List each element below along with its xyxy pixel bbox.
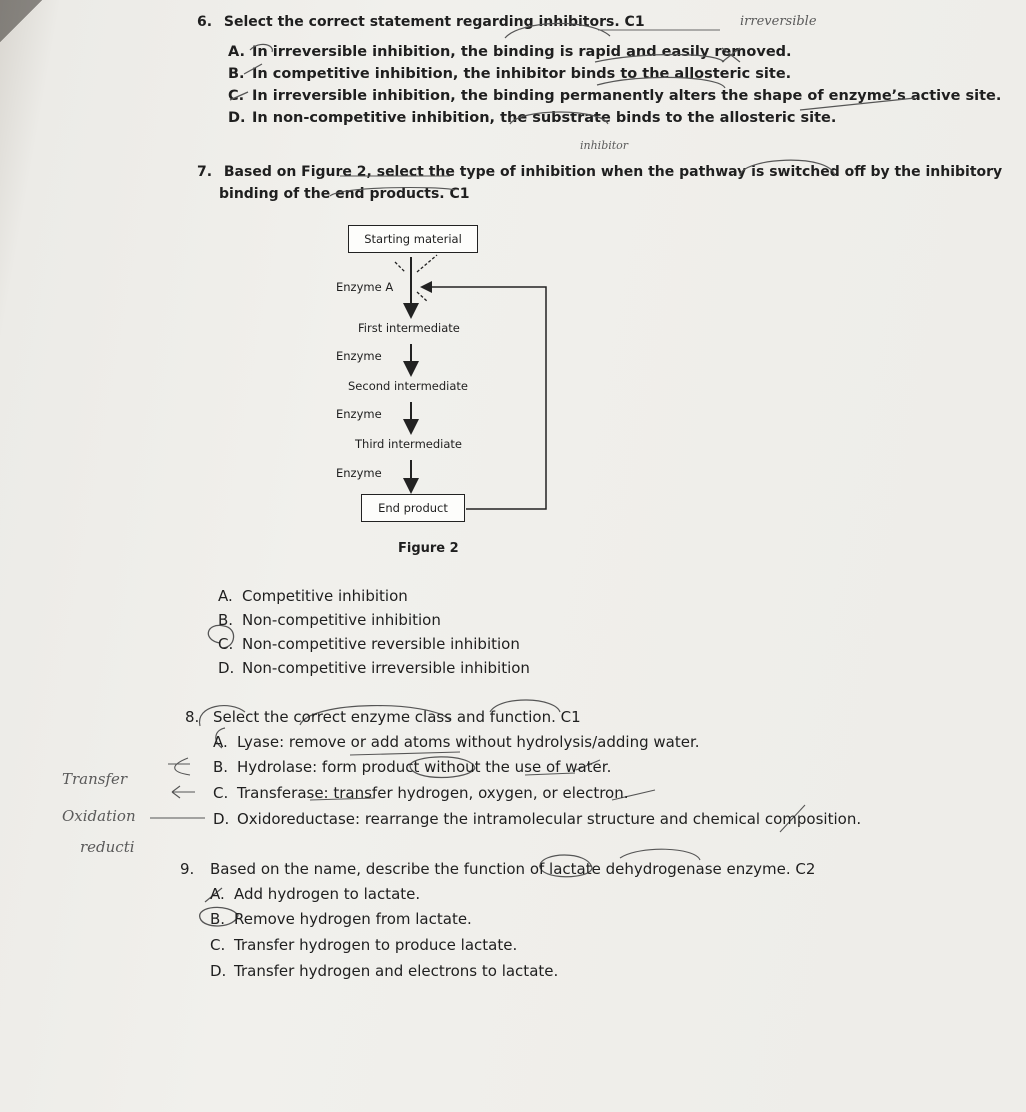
- option-letter: A.: [228, 44, 245, 60]
- option-letter: D.: [210, 962, 227, 980]
- option-letter: C.: [218, 635, 234, 653]
- q9-option-d[interactable]: [210, 959, 558, 984]
- option-text: Remove hydrogen from lactate.: [234, 910, 472, 928]
- option-letter: B.: [213, 758, 229, 776]
- option-text: Transferase: transfer hydrogen, oxygen, or electron.: [237, 784, 629, 802]
- handwritten-note-oxidation: Oxidation: [62, 807, 136, 825]
- q7-option-c[interactable]: [218, 632, 520, 657]
- enzyme-label-2: Enzyme: [336, 407, 382, 421]
- enzyme-label-3: Enzyme: [336, 466, 382, 480]
- option-text: Competitive inhibition: [242, 587, 408, 605]
- q7-option-b[interactable]: [218, 608, 441, 633]
- q7-option-a[interactable]: [218, 584, 408, 609]
- q9-option-a[interactable]: [210, 882, 420, 907]
- q7-option-d[interactable]: [218, 656, 530, 681]
- inhibit-dash-1: [395, 262, 405, 272]
- question-number: 9.: [180, 860, 195, 878]
- question-8: [185, 705, 581, 730]
- enzyme-label-1: Enzyme: [336, 349, 382, 363]
- q9-option-c[interactable]: [210, 933, 517, 958]
- option-text: Oxidoreductase: rearrange the intramolecular structure and chemical composition.: [237, 810, 862, 828]
- question-number: 8.: [185, 708, 200, 726]
- option-letter: A.: [218, 587, 233, 605]
- q8-option-a[interactable]: [213, 730, 700, 755]
- q8-option-c[interactable]: [213, 781, 629, 806]
- figure-caption: Figure 2: [398, 541, 459, 556]
- option-letter: C.: [228, 88, 245, 104]
- question-9: [180, 857, 815, 882]
- option-letter: A.: [213, 733, 228, 751]
- option-text: In irreversible inhibition, the binding permanently alters the shape of enzyme’s active site.: [252, 88, 1002, 104]
- option-letter: D.: [228, 110, 246, 126]
- option-letter: B.: [210, 910, 226, 928]
- option-text: Add hydrogen to lactate.: [234, 885, 421, 903]
- option-text: In competitive inhibition, the inhibitor binds to the allosteric site.: [252, 66, 792, 82]
- handwritten-note-transfer: Transfer: [62, 770, 128, 788]
- handwritten-note-inhibitor: inhibitor: [580, 139, 629, 152]
- question-text-line1: Based on Figure 2, select the type of inhibition when the pathway is switched off by the inhibitory: [223, 164, 1003, 180]
- option-letter: D.: [213, 810, 230, 828]
- inhibit-dash-2: [417, 255, 437, 272]
- handwritten-note-reduction: reducti: [80, 838, 135, 856]
- option-letter: C.: [210, 936, 226, 954]
- option-letter: A.: [210, 885, 225, 903]
- feedback-loop-line: [426, 287, 546, 509]
- option-letter: C.: [213, 784, 229, 802]
- third-intermediate-label: Third intermediate: [355, 437, 462, 451]
- option-text: Non-competitive inhibition: [242, 611, 441, 629]
- inhibit-dash-3: [417, 292, 428, 302]
- option-text: In non-competitive inhibition, the substrate binds to the allosteric site.: [252, 110, 837, 126]
- second-intermediate-label: Second intermediate: [348, 379, 468, 393]
- question-number: 7.: [197, 164, 213, 180]
- q8-option-d[interactable]: [213, 807, 861, 832]
- option-text: In irreversible inhibition, the binding is rapid and easily removed.: [252, 44, 792, 60]
- starting-material-box: Starting material: [348, 225, 478, 253]
- option-text: Lyase: remove or add atoms without hydrolysis/adding water.: [237, 733, 700, 751]
- q8-option-b[interactable]: [213, 755, 611, 780]
- option-text: Transfer hydrogen and electrons to lactate.: [234, 962, 559, 980]
- option-text: Non-competitive reversible inhibition: [242, 635, 520, 653]
- question-number: 6.: [197, 14, 213, 30]
- handwritten-note-irreversible: irreversible: [740, 14, 817, 29]
- option-letter: D.: [218, 659, 235, 677]
- enzyme-a-label: Enzyme A: [336, 280, 394, 294]
- option-text: Transfer hydrogen to produce lactate.: [234, 936, 518, 954]
- option-text: Non-competitive irreversible inhibition: [242, 659, 530, 677]
- question-text: Based on the name, describe the function of lactate dehydrogenase enzyme. C2: [210, 860, 816, 878]
- end-product-box: End product: [361, 494, 465, 522]
- first-intermediate-label: First intermediate: [358, 321, 460, 335]
- question-text: Select the correct statement regarding inhibitors. C1: [223, 14, 645, 30]
- option-text: Hydrolase: form product without the use of water.: [237, 758, 612, 776]
- option-letter: B.: [228, 66, 245, 82]
- question-7-line2: binding of the end products. C1: [219, 186, 470, 202]
- q9-option-b[interactable]: [210, 907, 472, 932]
- question-text: Select the correct enzyme class and function. C1: [213, 708, 581, 726]
- option-letter: B.: [218, 611, 234, 629]
